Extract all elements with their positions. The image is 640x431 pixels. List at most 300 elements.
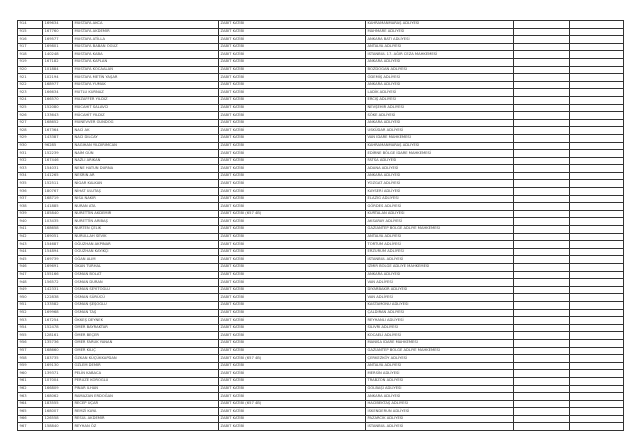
- empty-cell: [514, 195, 570, 203]
- title-cell: ZABIT KATİBİ: [219, 339, 366, 347]
- office-cell: MAHMARE ADLİYESİ: [366, 28, 514, 36]
- title-cell: ZABIT KATİBİ: [219, 89, 366, 97]
- name-cell: NESRİN AR: [73, 172, 219, 180]
- empty-cell: [570, 203, 624, 211]
- office-cell: TORTUM ADLİYESİ: [366, 241, 514, 249]
- office-cell: ADANA ADLİYESİ: [366, 165, 514, 173]
- table-row: [18, 127, 624, 135]
- empty-cell: [514, 355, 570, 363]
- empty-cell: [514, 203, 570, 211]
- row-number-cell: 924: [18, 96, 43, 104]
- title-cell: ZABIT KATİBİ: [219, 157, 366, 165]
- title-cell: ZABIT KATİBİ: [219, 96, 366, 104]
- row-number-cell: 915: [18, 28, 43, 36]
- office-cell: TRABZON ADLİYESİ: [366, 377, 514, 385]
- personnel-table: [17, 20, 624, 431]
- office-cell: İSTANBUL ADLİYESİ: [366, 256, 514, 264]
- empty-cell: [514, 309, 570, 317]
- name-cell: MUSTAFA KABA: [73, 51, 219, 59]
- table-row: [18, 58, 624, 66]
- row-number-cell: 953: [18, 317, 43, 325]
- name-cell: OĞAN ALIM: [73, 256, 219, 264]
- row-number-cell: 922: [18, 81, 43, 89]
- office-cell: ANKARA ADLİYESİ: [366, 393, 514, 401]
- title-cell: ZABIT KATİBİ: [219, 81, 366, 89]
- title-cell: ZABIT KATİBİ: [219, 264, 366, 272]
- office-cell: REYHANLI ADLİYESİ: [366, 317, 514, 325]
- registry-number-cell: 183735: [43, 355, 73, 363]
- empty-cell: [514, 324, 570, 332]
- empty-cell: [570, 96, 624, 104]
- registry-number-cell: 169130: [43, 362, 73, 370]
- office-cell: KAHRAMANMARAŞ ADLİYESİ: [366, 142, 514, 150]
- office-cell: ANTALYA ADLİYESİ: [366, 233, 514, 241]
- empty-cell: [570, 332, 624, 340]
- registry-number-cell: 166570: [43, 96, 73, 104]
- name-cell: RAMAZAN ERDOĞAN: [73, 393, 219, 401]
- office-cell: GÖLBAŞI ADLİYESİ: [366, 385, 514, 393]
- name-cell: NİHAT ULUTAŞ: [73, 188, 219, 196]
- office-cell: DİYARBAKIR ADLİYESİ: [366, 286, 514, 294]
- empty-cell: [570, 134, 624, 142]
- empty-cell: [514, 423, 570, 431]
- empty-cell: [514, 362, 570, 370]
- title-cell: ZABIT KATİBİ: [219, 21, 366, 29]
- empty-cell: [514, 377, 570, 385]
- name-cell: OSMAN TAŞ: [73, 309, 219, 317]
- table-row: [18, 294, 624, 302]
- empty-cell: [514, 66, 570, 74]
- office-cell: MERSİN ADLİYESİ: [366, 370, 514, 378]
- row-number-cell: 927: [18, 119, 43, 127]
- empty-cell: [514, 370, 570, 378]
- office-cell: ANKARA ADLİYESİ: [366, 119, 514, 127]
- office-cell: VAN ADLİYESİ: [366, 294, 514, 302]
- registry-number-cell: 155166: [43, 271, 73, 279]
- name-cell: REYHAN ÖZ: [73, 423, 219, 431]
- title-cell: ZABIT KATİBİ: [219, 104, 366, 112]
- office-cell: LADİK ADLİYESİ: [366, 89, 514, 97]
- row-number-cell: 929: [18, 134, 43, 142]
- name-cell: PERUZE KÖROĞLU: [73, 377, 219, 385]
- registry-number-cell: 168007: [43, 408, 73, 416]
- empty-cell: [514, 96, 570, 104]
- registry-number-cell: 169577: [43, 36, 73, 44]
- name-cell: PELİN KABACA: [73, 370, 219, 378]
- name-cell: NURTEN ÇELİK: [73, 226, 219, 234]
- name-cell: OKAN TURHAL: [73, 264, 219, 272]
- title-cell: ZABIT KATİBİ: [219, 332, 366, 340]
- row-number-cell: 948: [18, 279, 43, 287]
- registry-number-cell: 139371: [43, 370, 73, 378]
- name-cell: ÖMER BAYRAKTAR: [73, 324, 219, 332]
- table-row: [18, 104, 624, 112]
- registry-number-cell: 168652: [43, 119, 73, 127]
- empty-cell: [514, 332, 570, 340]
- empty-cell: [570, 28, 624, 36]
- title-cell: ZABIT KATİBİ: [219, 226, 366, 234]
- registry-number-cell: 180767: [43, 188, 73, 196]
- empty-cell: [514, 408, 570, 416]
- name-cell: OSMAN SEYİTOĞLU: [73, 286, 219, 294]
- office-cell: ANTALYA ADLİYESİ: [366, 362, 514, 370]
- office-cell: ANTALYA ADLİYESİ: [366, 43, 514, 51]
- title-cell: ZABIT KATİBİ: [219, 271, 366, 279]
- empty-cell: [570, 210, 624, 218]
- row-number-cell: 960: [18, 370, 43, 378]
- registry-number-cell: 102194: [43, 74, 73, 82]
- registry-number-cell: 154031: [43, 165, 73, 173]
- empty-cell: [514, 286, 570, 294]
- name-cell: ÖMER FARUK YANAN: [73, 339, 219, 347]
- empty-cell: [570, 218, 624, 226]
- empty-cell: [570, 180, 624, 188]
- row-number-cell: 961: [18, 377, 43, 385]
- empty-cell: [514, 385, 570, 393]
- empty-cell: [570, 21, 624, 29]
- table-row: [18, 36, 624, 44]
- office-cell: ÇALDIRAN ADLİYESİ: [366, 309, 514, 317]
- row-number-cell: 928: [18, 127, 43, 135]
- row-number-cell: 936: [18, 188, 43, 196]
- registry-number-cell: 168977: [43, 81, 73, 89]
- registry-number-cell: 166809: [43, 385, 73, 393]
- registry-number-cell: 152478: [43, 324, 73, 332]
- empty-cell: [514, 150, 570, 158]
- table-row: [18, 180, 624, 188]
- empty-cell: [570, 233, 624, 241]
- title-cell: ZABIT KATİBİ: [219, 241, 366, 249]
- title-cell: ZABIT KATİBİ: [219, 188, 366, 196]
- title-cell: ZABIT KATİBİ: [219, 248, 366, 256]
- table-row: [18, 355, 624, 363]
- empty-cell: [514, 279, 570, 287]
- empty-cell: [514, 210, 570, 218]
- row-number-cell: 920: [18, 66, 43, 74]
- registry-number-cell: 141265: [43, 172, 73, 180]
- empty-cell: [514, 241, 570, 249]
- empty-cell: [570, 385, 624, 393]
- row-number-cell: 917: [18, 43, 43, 51]
- empty-cell: [570, 408, 624, 416]
- empty-cell: [570, 423, 624, 431]
- table-row: [18, 150, 624, 158]
- title-cell: ZABIT KATİBİ: [219, 393, 366, 401]
- title-cell: ZABIT KATİBİ: [219, 218, 366, 226]
- empty-cell: [514, 21, 570, 29]
- title-cell: ZABIT KATİBİ: [219, 233, 366, 241]
- office-cell: VAN İDARE MAHKEMESİ: [366, 134, 514, 142]
- title-cell: ZABIT KATİBİ: [219, 377, 366, 385]
- row-number-cell: 945: [18, 256, 43, 264]
- title-cell: ZABIT KATİBİ: [219, 408, 366, 416]
- name-cell: OĞUZHAN AKPINAR: [73, 241, 219, 249]
- registry-number-cell: 152080: [43, 104, 73, 112]
- empty-cell: [514, 233, 570, 241]
- name-cell: NACİ DİLCAY: [73, 134, 219, 142]
- registry-number-cell: 167760: [43, 28, 73, 36]
- office-cell: KOCAELİ ADLİYESİ: [366, 332, 514, 340]
- row-number-cell: 959: [18, 362, 43, 370]
- name-cell: MUSTAFA KAPLAN: [73, 58, 219, 66]
- row-number-cell: 923: [18, 89, 43, 97]
- empty-cell: [514, 157, 570, 165]
- table-row: [18, 226, 624, 234]
- empty-cell: [570, 377, 624, 385]
- title-cell: ZABIT KATİBİ: [219, 317, 366, 325]
- registry-number-cell: 135736: [43, 339, 73, 347]
- name-cell: OSMAN ŞEŞOĞLU: [73, 301, 219, 309]
- empty-cell: [570, 195, 624, 203]
- title-cell: ZABIT KATİBİ (657 4B): [219, 400, 366, 408]
- empty-cell: [570, 248, 624, 256]
- empty-cell: [570, 415, 624, 423]
- row-number-cell: 939: [18, 210, 43, 218]
- registry-number-cell: 154687: [43, 241, 73, 249]
- registry-number-cell: 168658: [43, 226, 73, 234]
- name-cell: NAZLI ARIKAN: [73, 157, 219, 165]
- office-cell: HACIBEKTAŞ ADLİYESİ: [366, 400, 514, 408]
- empty-cell: [514, 165, 570, 173]
- empty-cell: [514, 119, 570, 127]
- empty-cell: [570, 271, 624, 279]
- title-cell: ZABIT KATİBİ: [219, 127, 366, 135]
- row-number-cell: 919: [18, 58, 43, 66]
- name-cell: NURAN ATA: [73, 203, 219, 211]
- table-row: [18, 256, 624, 264]
- office-cell: ELAZIĞ ADLİYESİ: [366, 195, 514, 203]
- row-number-cell: 957: [18, 347, 43, 355]
- registry-number-cell: 107004: [43, 377, 73, 385]
- empty-cell: [570, 119, 624, 127]
- title-cell: ZABIT KATİBİ: [219, 36, 366, 44]
- empty-cell: [514, 142, 570, 150]
- name-cell: OĞUZHAN KAYIKÇI: [73, 248, 219, 256]
- row-number-cell: 954: [18, 324, 43, 332]
- office-cell: GAZİANTEP BÖLGE ADLİYE MAHKEMESİ: [366, 347, 514, 355]
- empty-cell: [514, 347, 570, 355]
- office-cell: İSKENDERUN ADLİYESİ: [366, 408, 514, 416]
- registry-number-cell: 133582: [43, 301, 73, 309]
- empty-cell: [570, 279, 624, 287]
- empty-cell: [514, 294, 570, 302]
- empty-cell: [570, 362, 624, 370]
- row-number-cell: 944: [18, 248, 43, 256]
- name-cell: MÜCAHİT SALAVCI: [73, 104, 219, 112]
- office-cell: EDİRNE BÖLGE İDARE MAHKEMESİ: [366, 150, 514, 158]
- name-cell: MUSTAFA KOCAALAN: [73, 66, 219, 74]
- registry-number-cell: 166634: [43, 89, 73, 97]
- empty-cell: [514, 400, 570, 408]
- name-cell: MUSTAFA METİN YAŞAR: [73, 74, 219, 82]
- title-cell: ZABIT KATİBİ: [219, 43, 366, 51]
- name-cell: RESUL AKDEMİR: [73, 415, 219, 423]
- office-cell: PAZARCIK ADLİYESİ: [366, 415, 514, 423]
- row-number-cell: 966: [18, 415, 43, 423]
- title-cell: ZABIT KATİBİ: [219, 119, 366, 127]
- name-cell: ÖMER BEÇER: [73, 332, 219, 340]
- table-row: [18, 393, 624, 401]
- empty-cell: [514, 134, 570, 142]
- registry-number-cell: 169968: [43, 309, 73, 317]
- table-row: [18, 218, 624, 226]
- empty-cell: [570, 51, 624, 59]
- registry-number-cell: 169691: [43, 264, 73, 272]
- empty-cell: [514, 271, 570, 279]
- row-number-cell: 963: [18, 393, 43, 401]
- table-row: [18, 317, 624, 325]
- registry-number-cell: 169801: [43, 43, 73, 51]
- office-cell: USKÜDAR ADLİYESİ: [366, 127, 514, 135]
- row-number-cell: 940: [18, 218, 43, 226]
- row-number-cell: 926: [18, 112, 43, 120]
- empty-cell: [514, 172, 570, 180]
- table-row: [18, 165, 624, 173]
- title-cell: ZABIT KATİBİ: [219, 74, 366, 82]
- empty-cell: [570, 393, 624, 401]
- name-cell: NİSA NAKİR: [73, 195, 219, 203]
- office-cell: NEVŞEHİR ADLİYESİ: [366, 104, 514, 112]
- empty-cell: [514, 36, 570, 44]
- table-row: [18, 362, 624, 370]
- name-cell: OSMAN SÜRÜCÜ: [73, 294, 219, 302]
- office-cell: ANKARA ADLİYESİ: [366, 81, 514, 89]
- title-cell: ZABIT KATİBİ (657 4B): [219, 210, 366, 218]
- empty-cell: [570, 370, 624, 378]
- office-cell: ANKARA ADLİYESİ: [366, 172, 514, 180]
- table-row: [18, 347, 624, 355]
- registry-number-cell: 168660: [43, 347, 73, 355]
- office-cell: KURTALAN ADLİYESİ: [366, 210, 514, 218]
- title-cell: ZABIT KATİBİ: [219, 58, 366, 66]
- table-row: [18, 264, 624, 272]
- row-number-cell: 938: [18, 203, 43, 211]
- empty-cell: [570, 66, 624, 74]
- row-number-cell: 933: [18, 165, 43, 173]
- name-cell: NURULLAH SEVİK: [73, 233, 219, 241]
- table-row: [18, 332, 624, 340]
- empty-cell: [570, 309, 624, 317]
- table-row: [18, 134, 624, 142]
- office-cell: MANİSA İDARE MAHKEMESİ: [366, 339, 514, 347]
- empty-cell: [514, 188, 570, 196]
- registry-number-cell: 156572: [43, 279, 73, 287]
- table-row: [18, 188, 624, 196]
- name-cell: OSMAN BOLAT: [73, 271, 219, 279]
- title-cell: ZABIT KATİBİ: [219, 51, 366, 59]
- empty-cell: [514, 264, 570, 272]
- name-cell: ÖKKEŞ DEYNEK: [73, 317, 219, 325]
- empty-cell: [570, 127, 624, 135]
- table-row: [18, 248, 624, 256]
- name-cell: NURETTİN AKDEMİR: [73, 210, 219, 218]
- office-cell: FATSA ADLİYESİ: [366, 157, 514, 165]
- registry-number-cell: 168719: [43, 195, 73, 203]
- registry-number-cell: 103435: [43, 218, 73, 226]
- office-cell: KAYSERİ ADLİYESİ: [366, 188, 514, 196]
- table-row: [18, 210, 624, 218]
- title-cell: ZABIT KATİBİ: [219, 134, 366, 142]
- empty-cell: [570, 81, 624, 89]
- name-cell: MÜCAHİT YILDIZ: [73, 112, 219, 120]
- empty-cell: [570, 347, 624, 355]
- registry-number-cell: 133643: [43, 112, 73, 120]
- office-cell: İSTANBUL 17. AĞIR CEZA MAHKEMESİ: [366, 51, 514, 59]
- registry-number-cell: 169051: [43, 233, 73, 241]
- office-cell: ANKARA ADLİYESİ: [366, 58, 514, 66]
- title-cell: ZABIT KATİBİ: [219, 294, 366, 302]
- office-cell: VAN ADLİYESİ: [366, 279, 514, 287]
- table-row: [18, 172, 624, 180]
- registry-number-cell: 167254: [43, 317, 73, 325]
- title-cell: ZABIT KATİBİ: [219, 301, 366, 309]
- table-row: [18, 400, 624, 408]
- table-row: [18, 89, 624, 97]
- empty-cell: [570, 264, 624, 272]
- title-cell: ZABIT KATİBİ: [219, 165, 366, 173]
- empty-cell: [514, 301, 570, 309]
- office-cell: ERZURUM ADLİYESİ: [366, 248, 514, 256]
- registry-number-cell: 152511: [43, 180, 73, 188]
- empty-cell: [570, 301, 624, 309]
- empty-cell: [514, 317, 570, 325]
- office-cell: ANKARA BATI ADLİYESİ: [366, 36, 514, 44]
- office-cell: GAZİANTEP BÖLGE ADLİYE MAHKEMESİ: [366, 226, 514, 234]
- table-row: [18, 28, 624, 36]
- title-cell: ZABIT KATİBİ: [219, 279, 366, 287]
- registry-number-cell: 128161: [43, 332, 73, 340]
- registry-number-cell: 96285: [43, 142, 73, 150]
- empty-cell: [570, 355, 624, 363]
- empty-cell: [570, 226, 624, 234]
- row-number-cell: 935: [18, 180, 43, 188]
- title-cell: ZABIT KATİBİ: [219, 362, 366, 370]
- row-number-cell: 943: [18, 241, 43, 249]
- table-row: [18, 96, 624, 104]
- office-cell: KASTAMONU ADLİYESİ: [366, 301, 514, 309]
- empty-cell: [570, 286, 624, 294]
- row-number-cell: 942: [18, 233, 43, 241]
- name-cell: MUSTAFA AKCA: [73, 21, 219, 29]
- empty-cell: [514, 74, 570, 82]
- table-row: [18, 377, 624, 385]
- office-cell: İZMİR BÖLGE ADLİYE MAHKEMESİ: [366, 264, 514, 272]
- office-cell: YOZGAT ADLİYESİ: [366, 180, 514, 188]
- empty-cell: [570, 256, 624, 264]
- registry-number-cell: 169634: [43, 21, 73, 29]
- row-number-cell: 930: [18, 142, 43, 150]
- table-row: [18, 271, 624, 279]
- row-number-cell: 934: [18, 172, 43, 180]
- empty-cell: [570, 400, 624, 408]
- title-cell: ZABIT KATİBİ: [219, 347, 366, 355]
- registry-number-cell: 152239: [43, 150, 73, 158]
- empty-cell: [570, 89, 624, 97]
- registry-number-cell: 167182: [43, 58, 73, 66]
- empty-cell: [514, 43, 570, 51]
- title-cell: ZABIT KATİBİ: [219, 324, 366, 332]
- registry-number-cell: 158840: [43, 423, 73, 431]
- registry-number-cell: 185840: [43, 210, 73, 218]
- row-number-cell: 914: [18, 21, 43, 29]
- name-cell: NİGAR KALKAN: [73, 180, 219, 188]
- name-cell: NAİM GÜN: [73, 150, 219, 158]
- table-row: [18, 119, 624, 127]
- empty-cell: [570, 150, 624, 158]
- empty-cell: [514, 248, 570, 256]
- title-cell: ZABIT KATİBİ: [219, 385, 366, 393]
- row-number-cell: 965: [18, 408, 43, 416]
